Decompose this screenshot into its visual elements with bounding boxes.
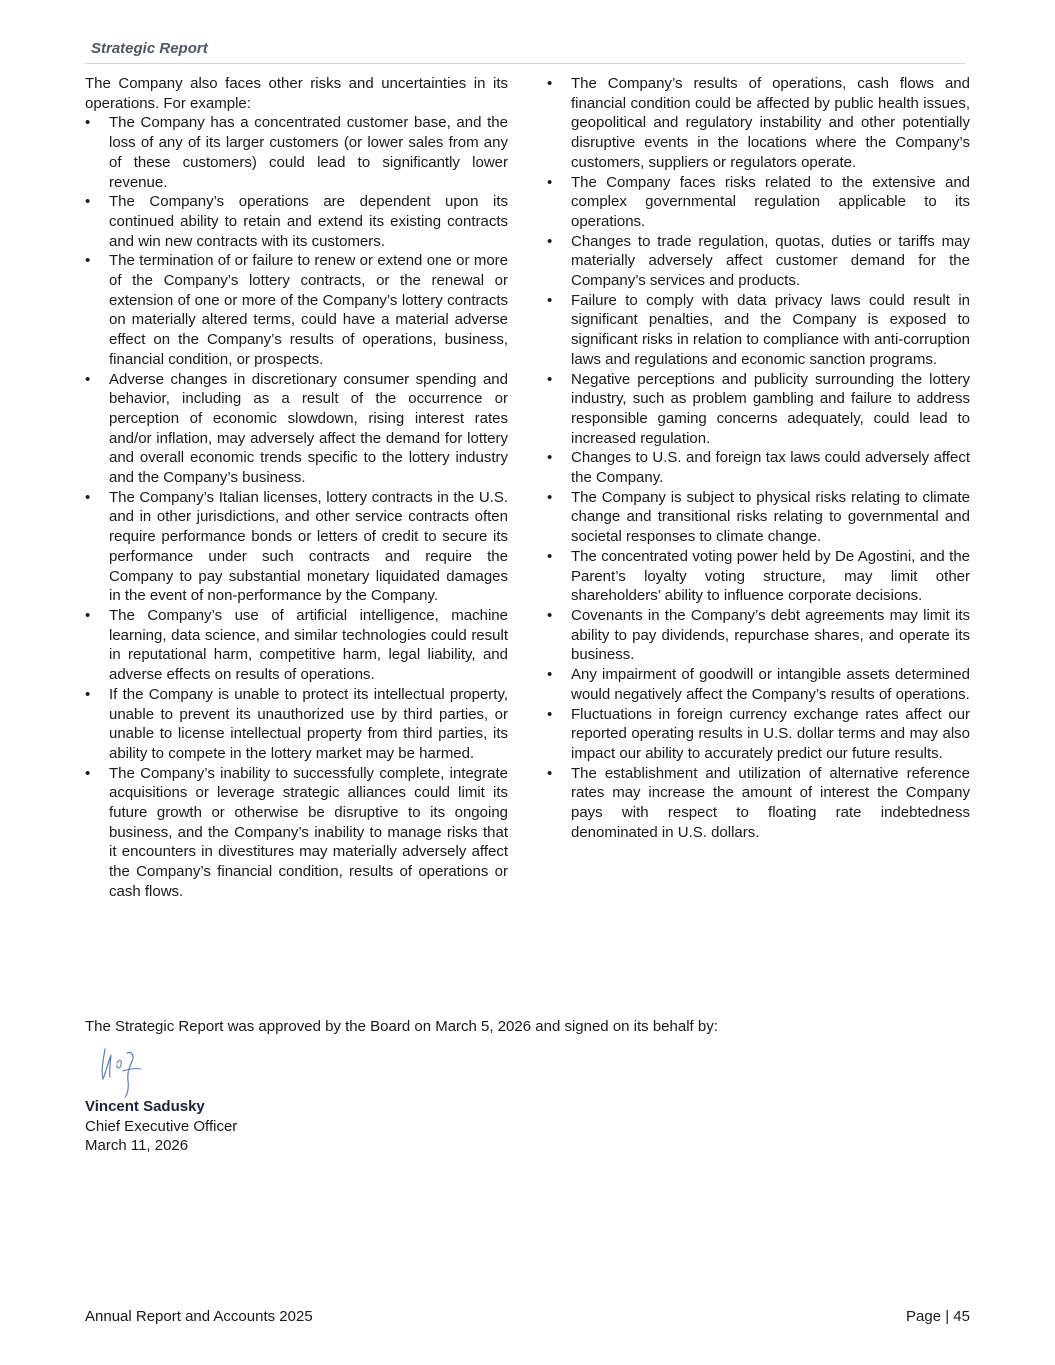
left-risk-list xyxy=(85,113,508,901)
risk-item: • The concentrated voting power held by De Agostini, and the Parent’s loyalty voting structure, may limit other shareholders’ ability to influence corporate decisions. xyxy=(547,547,970,606)
page-number: Page | 45 xyxy=(906,1308,970,1325)
risks-intro: The Company also faces other risks and uncertainties in its operations. For example: xyxy=(85,75,508,112)
risk-item: • The Company’s use of artificial intelligence, machine learning, data science, and similar technologies could result in reputational harm, competitive harm, legal liability, and adverse effects on results of operations. xyxy=(85,606,508,685)
signer-name: Vincent Sadusky xyxy=(85,1098,205,1115)
risk-item: • The Company is subject to physical risks relating to climate change and transitional risks relating to governmental and societal responses to climate change. xyxy=(547,488,970,547)
signer-title: Chief Executive Officer xyxy=(85,1117,238,1135)
risk-item: • The Company’s inability to successfully complete, integrate acquisitions or leverage strategic alliances could limit its future growth or otherwise be disruptive to its ongoing business, and the Company’s inability to manage risks that it encounters in divestitures may materially adversely affect the Company’s financial condition, results of operations or cash flows. xyxy=(85,764,508,902)
risk-item: • The Company’s results of operations, cash flows and financial condition could be affected by public health issues, geopolitical and regulatory instability and other potentially disruptive events in the locations where the Company’s customers, suppliers or regulators operate. xyxy=(547,74,970,173)
signed-date: March 11, 2026 xyxy=(85,1137,189,1155)
risk-item: • The Company faces risks related to the extensive and complex governmental regulation applicable to its operations. xyxy=(547,173,970,232)
page-header xyxy=(85,39,965,64)
risk-item: • Changes to U.S. and foreign tax laws could adversely affect the Company. xyxy=(547,448,970,487)
handwritten-signature xyxy=(97,1041,147,1099)
risk-item: • The Company’s Italian licenses, lottery contracts in the U.S. and in other jurisdictions, and other service contracts often require performance bonds or letters of credit to secure its performance under such contracts and require the Company to pay substantial monetary liquidated damages in the event of non-performance by the Company. xyxy=(85,488,508,606)
risk-item: • Failure to comply with data privacy laws could result in significant penalties, and the Company is exposed to significant risks in relation to compliance with anti-corruption laws and regulations and economic sanction programs. xyxy=(547,291,970,370)
footer-document-title: Annual Report and Accounts 2025 xyxy=(85,1308,313,1325)
risk-item: • The termination of or failure to renew or extend one or more of the Company’s lottery contracts, or the renewal or extension of one or more of the Company’s lottery contracts on materially altered terms, could have a material adverse effect on the Company’s results of operations, business, financial condition, or prospects. xyxy=(85,251,508,369)
section-title: Strategic Report xyxy=(91,40,208,57)
risk-item: • Changes to trade regulation, quotas, duties or tariffs may materially adversely affect customer demand for the Company’s services and products. xyxy=(547,232,970,291)
right-risk-list xyxy=(547,74,970,842)
approval-statement: The Strategic Report was approved by the Board on March 5, 2026 and signed on its behalf by: xyxy=(85,1018,718,1035)
risk-item: • Fluctuations in foreign currency exchange rates affect our reported operating results in U.S. dollar terms and may also impact our ability to accurately predict our future results. xyxy=(547,705,970,764)
risk-item: • The Company has a concentrated customer base, and the loss of any of its larger customers (or lower sales from any of these customers) could lead to significantly lower revenue. xyxy=(85,113,508,192)
risk-item: • If the Company is unable to protect its intellectual property, unable to prevent its unauthorized use by third parties, or unable to license intellectual property from third parties, its ability to compete in the lottery market may be harmed. xyxy=(85,685,508,764)
right-column xyxy=(547,74,970,842)
signer-block xyxy=(85,1097,237,1156)
risk-item: • Any impairment of goodwill or intangible assets determined would negatively affect the Company’s results of operations. xyxy=(547,665,970,704)
risk-item: • Adverse changes in discretionary consumer spending and behavior, including as a result of the occurrence or perception of economic slowdown, rising interest rates and/or inflation, may adversely affect the demand for lottery and overall economic trends specific to the lottery industry and the Company’s business. xyxy=(85,370,508,488)
risk-item: • Negative perceptions and publicity surrounding the lottery industry, such as problem gambling and failure to address responsible gaming concerns adequately, could lead to increased regulation. xyxy=(547,370,970,449)
risk-item: • The Company’s operations are dependent upon its continued ability to retain and extend its existing contracts and win new contracts with its customers. xyxy=(85,192,508,251)
left-column xyxy=(85,74,508,902)
risk-item: • Covenants in the Company’s debt agreements may limit its ability to pay dividends, repurchase shares, and operate its business. xyxy=(547,606,970,665)
risk-item: • The establishment and utilization of alternative reference rates may increase the amount of interest the Company pays with respect to floating rate indebtedness denominated in U.S. dollars. xyxy=(547,764,970,843)
